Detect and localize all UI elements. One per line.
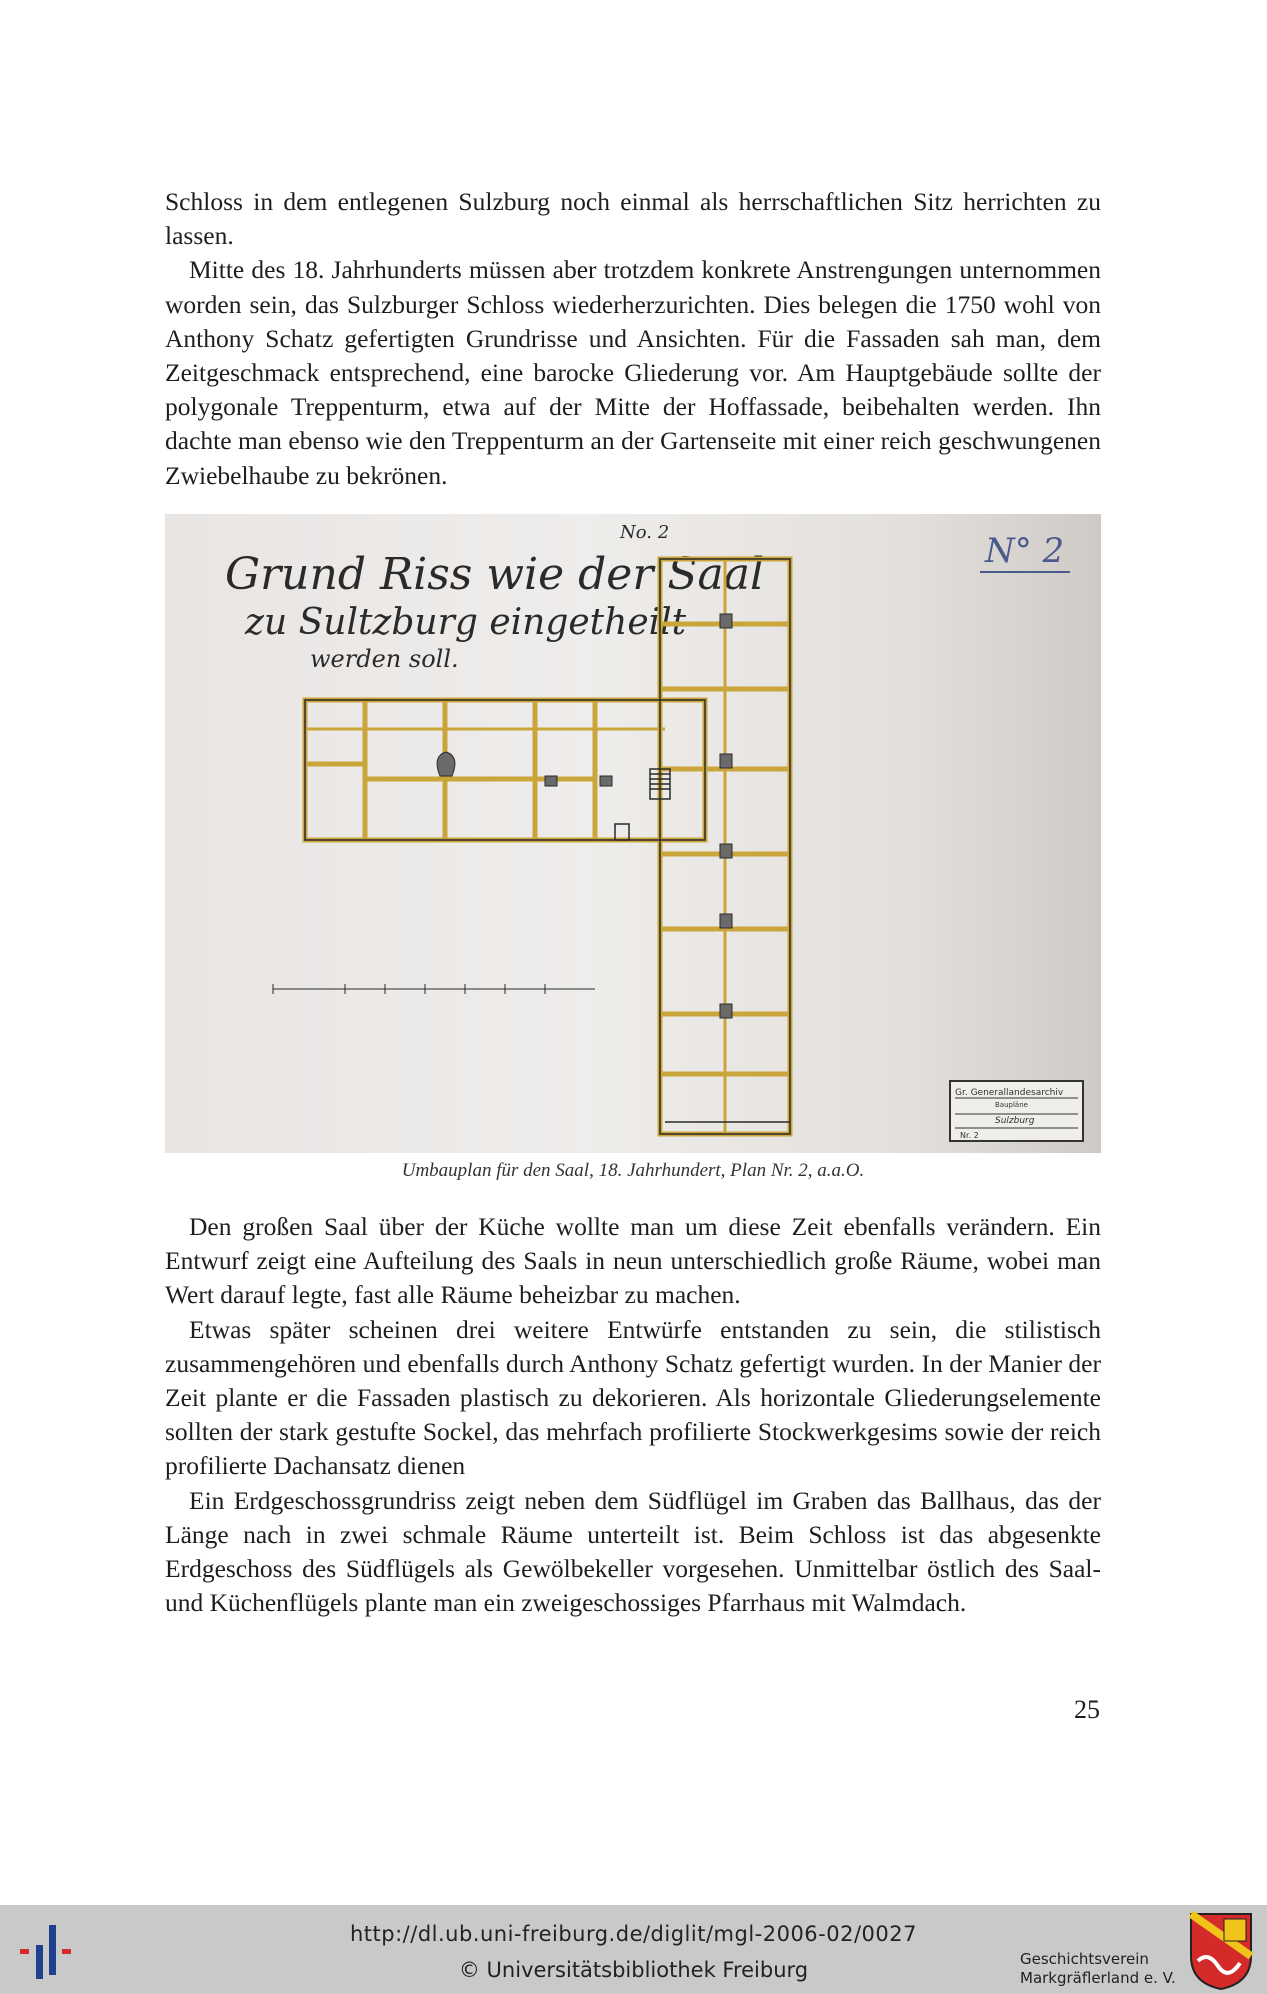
society-line2: Markgräflerland e. V.	[1020, 1969, 1176, 1987]
archive-number: N° 2	[985, 531, 1065, 571]
archive-stamp	[950, 1081, 1083, 1141]
paragraph: Etwas später scheinen drei weitere Entwürfe entstanden zu sein, die stilistisch zusammengehören und ebenfalls durch Anthony Schatz gefertigt wurden. In der Manier der Zeit plante er die Fassaden plastisch zu dekorieren. Als horizontale Gliederungselemente sollten der stark gestufte Sockel, das mehrfach profilierte Stockwerkgesims sowie der reich profilierte Dachansatz dienen	[165, 1314, 1101, 1481]
viewer-footer	[0, 1905, 1267, 1994]
plan-number: No. 2	[620, 522, 670, 543]
page-number: 25	[1074, 1695, 1100, 1724]
society-name	[1020, 1950, 1176, 1988]
paragraph: Den großen Saal über der Küche wollte man um diese Zeit ebenfalls verändern. Ein Entwurf zeigt eine Aufteilung des Saals in neun unterschiedlich große Räume, wobei man Wert darauf legte, fast alle Räume beheizbar zu machen.	[165, 1212, 1101, 1310]
floor-plan-image	[165, 514, 1101, 1153]
paragraph: Mitte des 18. Jahrhunderts müssen aber trotzdem konkrete Anstrengungen unternommen worden sein, das Sulzburger Schloss wiederherzurichten. Dies belegen die 1750 wohl von Anthony Schatz gefertigten Grundrisse und Ansichten. Für die Fassaden sah man, dem Zeitgeschmack entsprechend, eine barocke Gliederung vor. Am Hauptgebäude sollte der polygonale Treppenturm, etwa auf der Mitte der Hoffassade, beibehalten werden. Ihn dachte man ebenso wie den Treppenturm an der Gartenseite mit einer reich geschwungenen Zwiebelhaube zu bekrönen.	[165, 255, 1101, 490]
stamp-line4: Nr. 2	[960, 1131, 979, 1140]
stamp-line3: Sulzburg	[995, 1116, 1035, 1126]
plan-title-line1: Grund Riss wie der Saal	[225, 549, 765, 600]
society-line1: Geschichtsverein	[1020, 1950, 1149, 1968]
figure-caption: Umbauplan für den Saal, 18. Jahrhundert, Plan Nr. 2, a.a.O.	[401, 1160, 865, 1181]
coat-of-arms-icon	[1188, 1911, 1254, 1991]
body-text-bottom	[165, 1210, 1101, 1620]
body-text-top	[165, 185, 1101, 493]
copyright-notice: © Universitätsbibliothek Freiburg	[458, 1958, 809, 1982]
stamp-line1: Gr. Generallandesarchiv	[955, 1088, 1064, 1098]
paragraph: Schloss in dem entlegenen Sulzburg noch einmal als herrschaftlichen Sitz herrichten zu lassen.	[165, 187, 1101, 251]
permalink-url[interactable]: http://dl.ub.uni-freiburg.de/diglit/mgl-2006-02/0027	[349, 1922, 917, 1946]
plan-title-line3: werden soll.	[310, 645, 459, 673]
paragraph: Ein Erdgeschossgrundriss zeigt neben dem Südflügel im Graben das Ballhaus, das der Länge nach in zwei schmale Räume unterteilt ist. Beim Schloss ist das abgesenkte Erdgeschoss des Südflügels als Gewölbekeller vorgesehen. Unmittelbar östlich des Saal- und Küchenflügels plante man ein zweigeschossiges Pfarrhaus mit Walmdach.	[165, 1485, 1101, 1618]
plan-title-line2: zu Sultzburg eingetheilt	[245, 602, 687, 643]
stamp-line2: Baupläne	[995, 1101, 1028, 1109]
